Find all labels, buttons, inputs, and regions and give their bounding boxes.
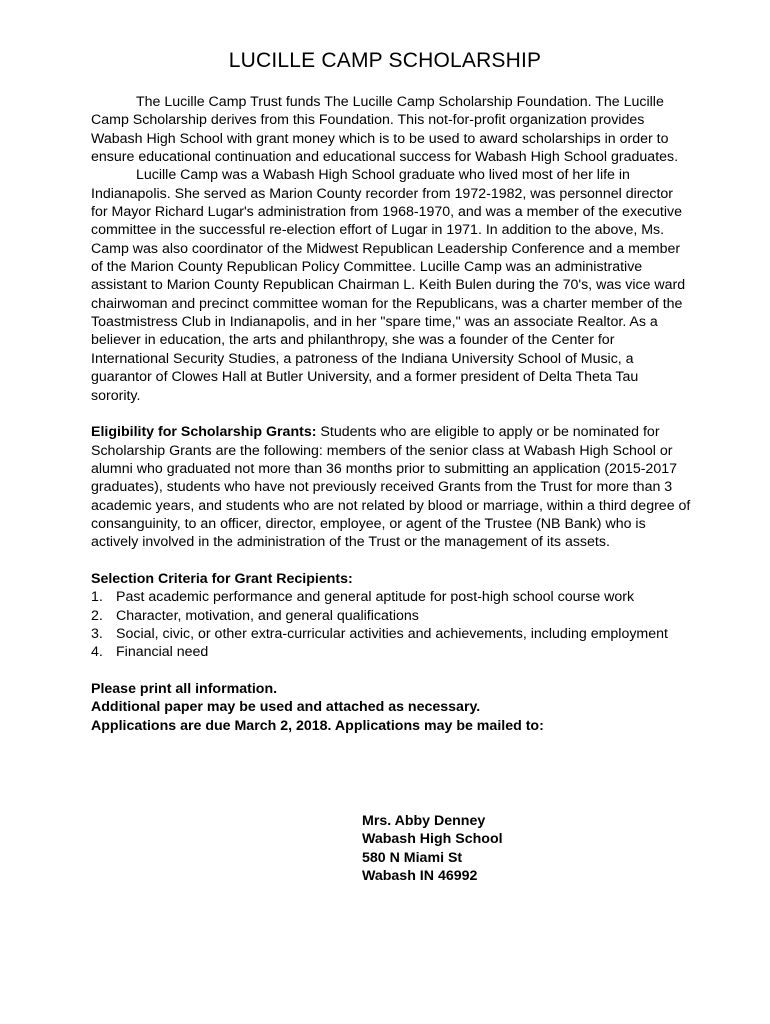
criteria-item-text: Character, motivation, and general qualifications — [116, 607, 419, 624]
instruction-due-date: Applications are due March 2, 2018. Applications may be mailed to: — [91, 717, 544, 734]
address-street: 580 N Miami St — [362, 849, 463, 866]
criteria-item — [91, 588, 691, 606]
spacer — [91, 662, 691, 680]
instruction-print: Please print all information. — [91, 681, 278, 697]
mailing-address — [362, 812, 503, 885]
document-body — [91, 93, 691, 735]
spacer — [91, 405, 691, 423]
intro-paragraph-biography: Lucille Camp was a Wabash High School graduate who lived most of her life in Indianapolis. She served as Marion County recorder from 1972-1982, was personnel director for Mayor Richard Lugar's administration from 1968-1970, and was a member of the executive committee in the successful re-election effort of Lugar in 1971. In addition to the above, Ms. Camp was also coordinator of the Midwest Republican Leadership Conference and a member of the Marion County Republican Policy Committee. Lucille Camp was an administrative assistant to Marion County Republican Chairman L. Keith Bulen during the 70's, was vice ward chairwoman and precinct committee woman for the Republicans, was a charter member of the Toastmistress Club in Indianapolis, and in her "spare time," was an associate Realtor. As a believer in education, the arts and philanthropy, she was a founder of the Center for International Security Studies, a patroness of the Indiana University School of Music, a guarantor of Clowes Hall at Butler University, and a former president of Delta Theta Tau sorority. — [91, 167, 686, 404]
criteria-item-number: 1. — [91, 589, 103, 606]
intro-paragraph-trust: The Lucille Camp Trust funds The Lucille Camp Scholarship Foundation. The Lucille Camp Scholarship derives from this Foundation. This not-for-profit organization provides Wabash High School with grant money which is to be used to award scholarships in order to ensure educational continuation and educational success for Wabash High School graduates. — [91, 94, 679, 166]
criteria-item-number: 4. — [91, 644, 103, 661]
criteria-list — [91, 588, 691, 661]
criteria-item — [91, 643, 691, 661]
criteria-item-text: Financial need — [116, 644, 209, 661]
criteria-heading: Selection Criteria for Grant Recipients: — [91, 570, 353, 587]
eligibility-section — [91, 423, 691, 551]
address-school: Wabash High School — [362, 831, 503, 848]
spacer — [91, 552, 691, 570]
criteria-item-text: Past academic performance and general aptitude for post-high school course work — [116, 589, 635, 606]
criteria-item-number: 3. — [91, 625, 103, 642]
eligibility-heading: Eligibility for Scholarship Grants: — [91, 424, 317, 441]
eligibility-text: Students who are eligible to apply or be nominated for Scholarship Grants are the following: members of the senior class at Wabash High School or alumni who graduated not more than 36 months prior to submitting an application (2015-2017 graduates), students who have not previously received Grants from the Trust for more than 3 academic years, and students who are not related by blood or marriage, within a third degree of consanguinity, to an officer, director, employee, or agent of the Trustee (NB Bank) who is actively involved in the administration of the Trust or the management of its assets. — [91, 424, 691, 551]
criteria-item — [91, 607, 691, 625]
criteria-item-text: Social, civic, or other extra-curricular activities and achievements, including employment — [116, 625, 668, 642]
address-city: Wabash IN 46992 — [362, 868, 478, 885]
page-title: LUCILLE CAMP SCHOLARSHIP — [228, 49, 542, 72]
criteria-item — [91, 625, 691, 643]
address-name: Mrs. Abby Denney — [362, 813, 486, 829]
criteria-item-number: 2. — [91, 607, 103, 624]
instruction-additional-paper: Additional paper may be used and attached as necessary. — [91, 699, 481, 716]
